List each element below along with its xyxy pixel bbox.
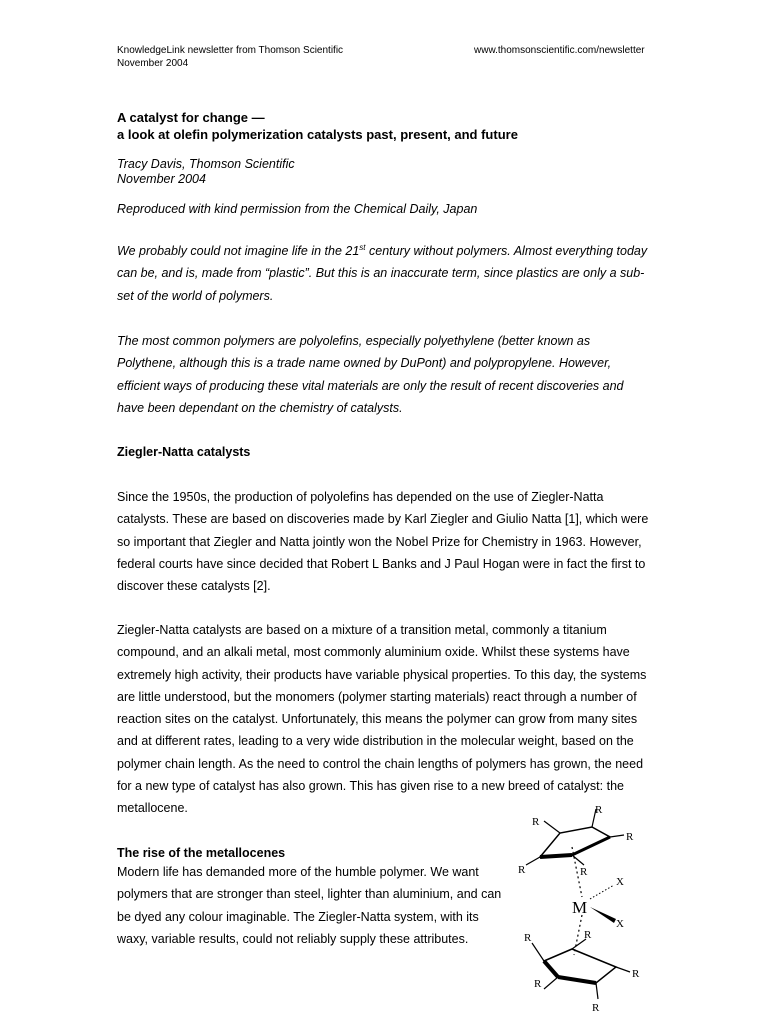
ligand-x: X <box>616 876 624 888</box>
metallocenes-paragraph-1: Modern life has demanded more of the humble polymer. We want polymers that are stronger than steel, lighter than aluminium, and can be dyed any colour imaginable. The Ziegler-Natta system, with its waxy, variable results, could not reliably supply these attributes. <box>117 865 502 946</box>
substituent-r: R <box>580 866 588 878</box>
metallocene-structure-figure <box>510 795 660 1020</box>
top-ring-substituent-bond <box>572 855 584 865</box>
substituent-r: R <box>595 804 603 816</box>
ziegler-natta-paragraph-2: Ziegler-Natta catalysts are based on a mixture of a transition metal, commonly a titanium compound, and an alkali metal, most commonly aluminium oxide. Whilst these systems have extremely high activity, their products have variable physical properties. To this day, the systems are little understood, but the monomers (polymer starting materials) react through a number of reaction sites on the catalyst. Unfortunately, this means the polymer can grow from many sites and at different rates, leading to a very wide distribution in the molecular weight, based on the polymer chain length. As the need to control the chain lengths of polymers has grown, the need for a new type of catalyst has also grown. This has given rise to a new breed of catalyst: the metallocene. <box>117 623 647 816</box>
section-heading-metallocenes: The rise of the metallocenes <box>117 846 286 860</box>
substituent-r: R <box>532 816 540 828</box>
section-heading-ziegler-natta: Ziegler-Natta catalysts <box>117 445 251 459</box>
top-ring-substituent-bond <box>526 857 540 865</box>
title-line-2: a look at olefin polymerization catalysts past, present, and future <box>117 127 518 142</box>
hashed-bond-x <box>590 885 614 899</box>
top-ring-bold-edge <box>540 855 572 857</box>
newsletter-url[interactable]: www.thomsonscientific.com/newsletter <box>474 45 645 56</box>
bottom-ring-substituent-bond <box>616 967 630 972</box>
intro-paragraph-2: The most common polymers are polyolefins, especially polyethylene (better known as Polythene, although this is a trade name owned by DuPont) and polypropylene. However, efficient ways of producing these vital materials are only the result of recent discoveries and have been dependant on the chemistry of catalysts. <box>117 334 624 415</box>
top-ring-substituent-bond <box>544 821 560 833</box>
bottom-coordination-bond <box>574 915 582 955</box>
article-title <box>117 109 518 143</box>
permission-note: Reproduced with kind permission from the Chemical Daily, Japan <box>117 202 478 216</box>
bottom-cp-ring <box>544 949 616 983</box>
substituent-r: R <box>524 932 532 944</box>
intro-paragraph-1 <box>117 240 652 307</box>
substituent-r: R <box>632 968 640 980</box>
intro-1-text-cont: century without polymers. Almost everything today can be, and is, made from “plastic”. But this is an inaccurate term, since plastics are only a sub-set of the world of polymers. <box>117 244 648 303</box>
article-date: November 2004 <box>117 172 206 186</box>
author-name: Tracy Davis, Thomson Scientific <box>117 157 295 171</box>
bottom-ring-substituent-bond <box>596 983 598 999</box>
bottom-ring-substituent-bond <box>544 977 558 989</box>
wedge-bond-x <box>590 907 616 923</box>
ligand-x: X <box>616 918 624 930</box>
intro-1-text: We probably could not imagine life in the 21 <box>117 244 360 258</box>
bottom-ring-substituent-bond <box>532 943 544 961</box>
metal-center-m: M <box>572 898 588 917</box>
ziegler-natta-paragraph-1: Since the 1950s, the production of polyolefins has depended on the use of Ziegler-Natta catalysts. These are based on discoveries made by Karl Ziegler and Giulio Natta [1], which were so important that Ziegler and Natta jointly won the Nobel Prize for Chemistry in 1963. However, federal courts have since decided that Robert L Banks and J Paul Hogan were in fact the first to discover these catalysts [2]. <box>117 490 649 594</box>
substituent-r: R <box>584 929 592 941</box>
top-ring-substituent-bond <box>610 835 624 837</box>
newsletter-date: November 2004 <box>117 58 189 69</box>
substituent-r: R <box>592 1002 600 1014</box>
intro-1-superscript: st <box>359 242 366 252</box>
substituent-r: R <box>534 978 542 990</box>
substituent-r: R <box>626 831 634 843</box>
bottom-ring-bold-edge <box>558 977 596 983</box>
newsletter-header <box>117 44 343 70</box>
top-ring-bold-edge <box>572 837 610 855</box>
byline <box>117 157 295 187</box>
substituent-r: R <box>518 864 526 876</box>
newsletter-name: KnowledgeLink newsletter from Thomson Scientific <box>117 45 344 56</box>
title-line-1: A catalyst for change — <box>117 110 265 125</box>
bottom-ring-bold-edge <box>544 961 558 977</box>
